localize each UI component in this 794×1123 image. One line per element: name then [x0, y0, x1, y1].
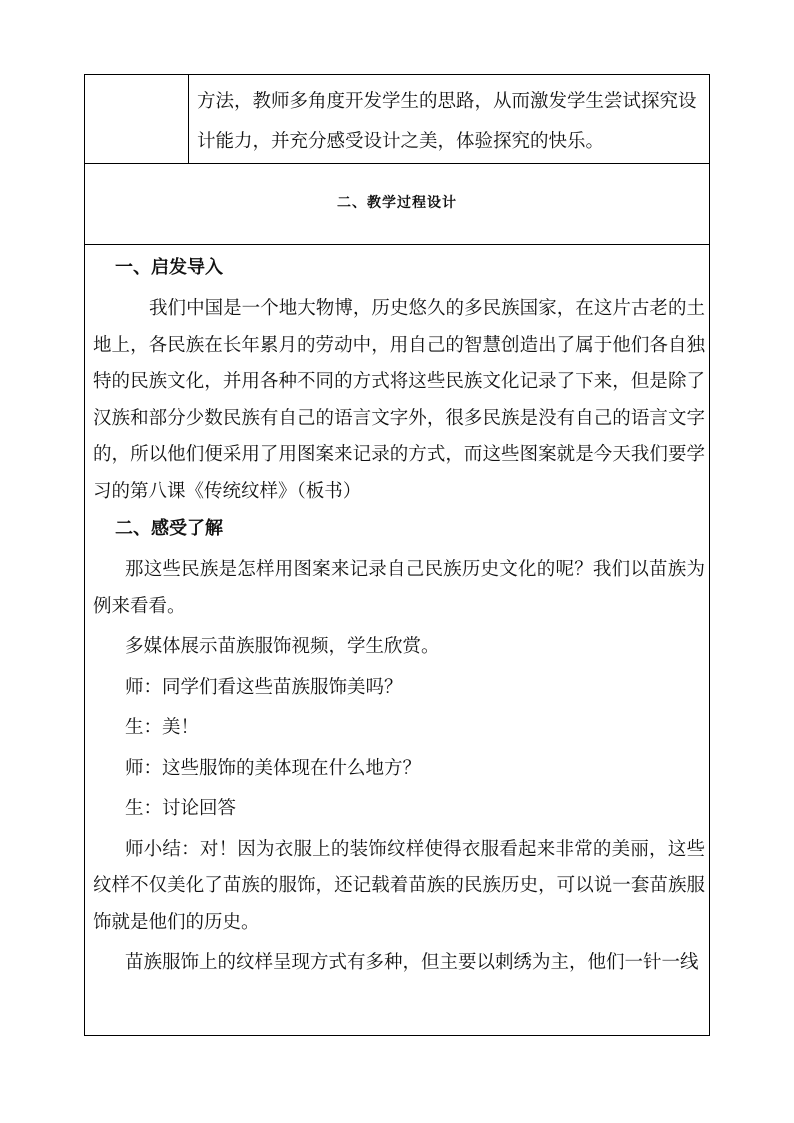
paragraph: 苗族服饰上的纹样呈现方式有多种，但主要以刺绣为主，他们一针一线 — [125, 952, 699, 973]
paragraph: 多媒体展示苗族服饰视频，学生欣赏。 — [125, 636, 440, 657]
table-cell-label — [85, 75, 189, 163]
dialogue-line: 生：美！ — [125, 717, 200, 738]
teaching-process-content — [93, 253, 705, 982]
table-row-section-title — [85, 164, 709, 245]
paragraph: 那这些民族是怎样用图案来记录自己民族历史文化的呢？我们以苗族为例来看看。 — [93, 559, 705, 617]
section-title: 二、教学过程设计 — [337, 195, 457, 211]
heading-introduction: 一、启发导入 — [115, 257, 223, 278]
dialogue-line: 师：这些服饰的美体现在什么地方？ — [125, 757, 422, 779]
dialogue-line: 生：讨论回答 — [125, 798, 237, 819]
lesson-plan-table — [84, 74, 710, 1036]
table-row-method — [85, 75, 709, 164]
heading-experience: 二、感受了解 — [115, 518, 223, 539]
paragraph-summary: 师小结：对！因为衣服上的装饰纹样使得衣服看起来非常的美丽，这些纹样不仅美化了苗族的服饰，还记载着苗族的民族历史，可以说一套苗族服饰就是他们的历史。 — [93, 838, 705, 933]
method-text: 方法，教师多角度开发学生的思路，从而激发学生尝试探究设计能力，并充分感受设计之美，体验探究的快乐。 — [197, 91, 697, 152]
paragraph-intro: 我们中国是一个地大物博，历史悠久的多民族国家，在这片古老的土地上，各民族在长年累月的劳动中，用自己的智慧创造出了属于他们各自独特的民族文化，并用各种不同的方式将这些民族文化记录了下来，但是除了汉族和部分少数民族有自己的语言文字外，很多民族是没有自己的语言文字的，所以他们便采用了用图案来记录的方式，而这些图案就是今天我们要学习的第八课《传统纹样》（板书） — [93, 298, 705, 502]
dialogue-line: 师：同学们看这些苗族服饰美吗？ — [125, 676, 403, 698]
